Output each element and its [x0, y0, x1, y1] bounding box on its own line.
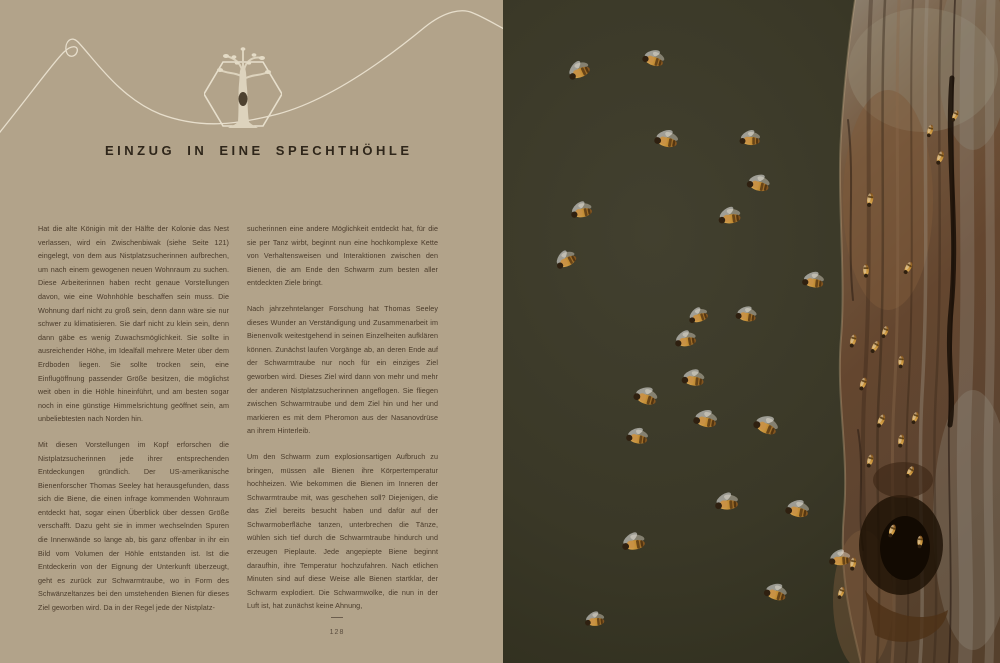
paragraph: Nach jahrzehntelanger Forschung hat Thomas Seeley dieses Wunder an Verständigung und Zusammenarbeit im Bienenvolk weitestgehend in seinen Einzelheiten aufklären können. Zunächst laufen Vorgänge ab, an deren Ende auf der Schwarmtraube nur noch für ein einziges Ziel geworben wird. Dieses Ziel wird dann von mehr und mehr der anderen Nistplatzsucherinnen angeflogen. Sie fliegen zwischen Schwarmtraube und dem Ziel hin und her und markieren es mit dem Pheromon aus der Nasanovdrüse an ihrem Hinterleib. [247, 303, 438, 436]
tree-in-hexagon-icon [204, 46, 282, 134]
paragraph: sucherinnen eine andere Möglichkeit entdeckt hat, für die sie per Tanz wirbt, beginnt nun eine hochkomplexe Kette von Verhaltensweisen und Interaktionen zwischen den Bienen, die am Ende den Schwarm zum besten aller entdeckten Ziele bringt. [247, 224, 438, 288]
paragraph: Hat die alte Königin mit der Hälfte der Kolonie das Nest verlassen, wird ein Zwischenbiwak (siehe Seite 121) eingelegt, von dem aus Nistplatzsucherinnen aufbrechen, um nach einem gewogenen neuen Wohnraum zu suchen. Diese Arbeiterinnen haben recht genaue Vorstellungen davon, wie eine Wohnhöhle beschaffen sein muss. Die Wohnung darf nicht zu groß sein, denn dann wäre sie nur schwer zu klimatisieren. Sie darf nicht zu klein sein, denn dann gäbe es wenig Zuwachsmöglichkeit. Sie sollte in ausreichender Höhe, im Idealfall mehrere Meter über dem Erdboden liegen. Sie sollte trocken sein, eine Einflugöffnung passender Größe besitzen, die möglichst weit oben in die Höhle hineinführt, und am besten sogar noch in eine günstige Himmelsrichtung geöffnet sein, am unbeliebtesten nach Norden hin. [38, 224, 229, 424]
chapter-title: EINZUG IN EINE SPECHTHÖHLE [105, 143, 413, 158]
page-number-value: 128 [329, 629, 345, 636]
bee-swarm-photo [503, 0, 1000, 663]
paragraph: Um den Schwarm zum explosionsartigen Aufbruch zu bringen, müssen alle Bienen ihre Körpertemperatur hochheizen. Wie bekommen die Bienen im Inneren der Schwarmtraube mit, was geschehen soll? Diejenigen, die das Ziel bereits besucht haben und dafür auf der Schwarmoberfläche tanzen, unterbrechen die Tänze, wühlen sich tief durch die Schwarmtraube hindurch und erzeugen Pieplaute. Jede angepiepte Biene beginnt daraufhin, ihre Temperatur hochzufahren. Nach etlichen Minuten sind auf diese Weise alle Bienen startklar, der Schwarm explodiert. Die Schwarmwolke, die nun in der Luft ist, hat zunächst keine Ahnung, [247, 451, 438, 611]
text-column-left [38, 222, 229, 627]
page-number-rule [331, 617, 343, 618]
photo-illustration [503, 0, 1000, 663]
paragraph: Mit diesen Vorstellungen im Kopf erforschen die Nistplatzsucherinnen jede ihrer entsprechenden Entdeckungen gründlich. Der US-amerikanische Bienenforscher Thomas Seeley hat herausgefunden, dass sich die Biene, die einen infrage kommenden Wohnraum entdeckt hat, sogar einen Überblick über dessen Größe verschafft. Dazu geht sie in immer wechselnden Spuren die Innenwände so lange ab, bis ganz offenbar in ihr ein Bild vom Volumen der Höhle entstanden ist. Ist die Entdeckerin von der Eignung der Unterkunft überzeugt, geht es zurück zur Schwarmtraube, wo in Form des Schwänzeltanzes bei den umstehenden Bienen für dieses Ziel geworben wird. Da in der Regel jede der Nistplatz- [38, 439, 229, 613]
text-column-right [247, 222, 438, 625]
tree-trunk [833, 0, 1000, 663]
page-number [319, 617, 355, 639]
